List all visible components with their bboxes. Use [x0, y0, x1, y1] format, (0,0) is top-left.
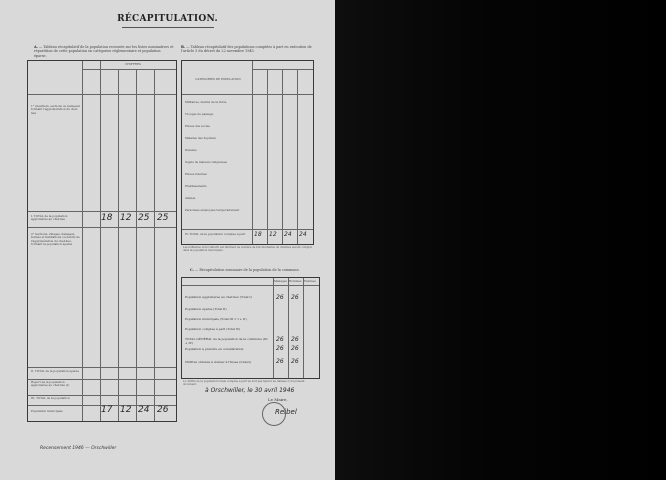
mayor-title: Le Maire, [268, 397, 288, 402]
table-c-row-5-label: TOTAL GÉNÉRAL de la population de la commune (III + IV) [185, 337, 268, 345]
table-a-row-total-1: I. TOTAL de la population agglomérée au chef-lieu [31, 215, 68, 222]
table-c-row-5-v2: 26 [291, 336, 299, 343]
total-3-value-4: 26 [157, 405, 169, 415]
table-b-row-9: Aliénés [185, 197, 196, 200]
table-c-row-1-v2: 26 [291, 294, 299, 301]
mayor-signature: Reibel [275, 408, 297, 416]
section-c-title: — Récapitulation sommaire de la population de la commune. [194, 268, 300, 272]
place-and-date: à Orschwiller, le 30 avril 1946 [205, 387, 295, 394]
table-b-row-3: Élèves des écoles [185, 125, 210, 128]
table-c-header-1: Ménages [274, 280, 287, 283]
total-3-value-2: 12 [120, 405, 132, 415]
table-a-row-1: 1° Quartiers, sections ou hameaux formant l'agglomération du chef-lieu [31, 105, 81, 115]
table-b-row-5: Détenus [185, 149, 197, 152]
table-c-row-3-label: Population municipale (Total III = I + II) [185, 317, 247, 321]
table-a-row-total-2: II. TOTAL de la population éparse [31, 370, 79, 373]
table-a-row-total-3: III. TOTAL de la population [31, 397, 70, 400]
section-c-letter: C. [190, 268, 194, 272]
table-b-row-2: Troupes de passage [185, 113, 214, 116]
table-c-row-6-v2: 26 [291, 345, 299, 352]
section-b-heading [181, 45, 321, 54]
title-underline [122, 27, 214, 28]
total-4-value-4: 24 [299, 231, 307, 238]
table-c-row-7-v1: 26 [276, 358, 284, 365]
table-b [181, 60, 314, 245]
total-1-value-2: 12 [120, 213, 132, 223]
table-b-row-total-4: IV. TOTAL de la population comptée à part [185, 233, 246, 236]
table-b-row-1: Militaires, marins de la flotte [185, 101, 227, 104]
table-a-column-header: CHIFFRES [125, 63, 141, 66]
table-c-footnote: Le chiffre de la population totale comptée à part ne doit pas figurer au tableau C du présent document. [183, 380, 305, 387]
table-c-row-4-label: Population comptée à part (Total IV) [185, 327, 241, 331]
footer-handwritten-note: Recensement 1946 — Orschwiller [40, 446, 117, 451]
section-a-letter: A. [34, 45, 38, 49]
section-c-heading [190, 268, 320, 272]
table-a-row-2: 2° Sections, villages, hameaux, fermes et habitations ou débris de l'agglomération du chef-lieu, formant la population éparse [31, 233, 80, 247]
table-a [27, 60, 177, 422]
table-c-row-1-label: Population agglomérée au chef-lieu (Total I) [185, 295, 252, 299]
page-title: RÉCAPITULATION. [117, 14, 218, 24]
section-a-title: — Tableau récapitulatif de la population recensée sur les listes nominatives et répartition de cette population en catégories réglementaire et population éparse. [34, 45, 174, 58]
table-c-row-7-v2: 26 [291, 358, 299, 365]
table-b-row-7: Élèves internes [185, 173, 207, 176]
table-b-category-header: CATÉGORIES DE POPULATION [195, 78, 241, 81]
total-1-value-4: 25 [157, 213, 169, 223]
table-c-row-6-label: Population à prendre en considération [185, 347, 244, 351]
table-c-header-2: Hommes [289, 280, 302, 283]
table-b-row-4: Malades des hôpitaux [185, 137, 216, 140]
section-a-heading [34, 45, 174, 58]
table-b-row-10: Personnes employées temporairement [185, 209, 240, 212]
table-a-row-municipal: Population municipale [31, 410, 63, 413]
table-c-row-7-label: Chiffres obtenus à donner à l'Insee (totaux) [185, 360, 252, 364]
section-b-title: — Tableau récapitulatif des populations comptées à part en exécution de l'article 3 du décret du 22 novembre 1945. [181, 45, 312, 54]
table-c-row-2-label: Population éparse (Total II) [185, 307, 227, 311]
section-b-letter: B. [181, 45, 186, 49]
table-a-row-report: Report de la population agglomérée au chef-lieu (I) [31, 381, 70, 388]
table-c-row-6-v1: 26 [276, 345, 284, 352]
total-3-value-3: 24 [138, 405, 150, 415]
total-4-value-3: 24 [284, 231, 292, 238]
total-1-value-1: 18 [101, 213, 113, 223]
table-c [181, 277, 320, 379]
table-c-row-1-v1: 26 [276, 294, 284, 301]
total-4-value-1: 18 [254, 231, 262, 238]
table-b-row-6: Sujets de maisons religieuses [185, 161, 227, 164]
total-3-value-1: 17 [101, 405, 113, 415]
total-4-value-2: 12 [269, 231, 277, 238]
table-b-row-8: Établissements [185, 185, 207, 188]
table-c-header-3: Femmes [304, 280, 316, 283]
total-1-value-3: 25 [138, 213, 150, 223]
table-b-footnote: Les militaires dont l'effectif est inférieur au nombre de fonctionnaires du chef-lieu seront compris dans la population municipale. [183, 246, 312, 253]
table-c-row-5-v1: 26 [276, 336, 284, 343]
scan-background [335, 0, 666, 480]
